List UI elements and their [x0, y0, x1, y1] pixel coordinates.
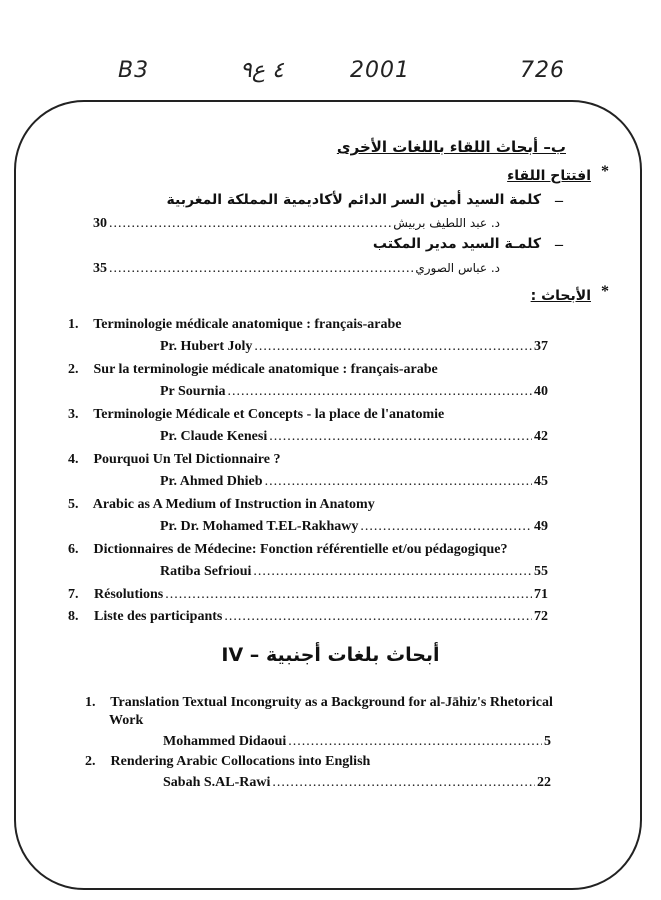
page-number: 71	[534, 587, 548, 602]
research-item-2-leader	[160, 384, 548, 400]
dot-leader	[224, 609, 532, 625]
page-number: 30	[93, 216, 107, 231]
author: د. عبد اللطيف بربيش	[393, 216, 500, 230]
dot-leader	[288, 734, 542, 750]
page-number: 37	[534, 339, 548, 354]
research-item-4-leader	[160, 474, 548, 490]
section-iv-item-2-title: 2. Rendering Arabic Collocations into English	[85, 754, 371, 769]
handwritten-year: 2001	[350, 58, 410, 83]
research-item-3-title: 3. Terminologie Médicale et Concepts - la place de l'anatomie	[68, 407, 445, 422]
research-item-6-title: 6. Dictionnaires de Médecine: Fonction référentielle et/ou pédagogique?	[68, 542, 508, 557]
author: Pr. Ahmed Dhieb	[160, 474, 263, 489]
dot-leader	[253, 564, 532, 580]
research-item-4-title: 4. Pourquoi Un Tel Dictionnaire ?	[68, 452, 281, 467]
author: Pr. Claude Kenesi	[160, 429, 268, 444]
research-item-5-title: 5. Arabic as A Medium of Instruction in Anatomy	[68, 497, 375, 512]
author: Ratiba Sefrioui	[160, 564, 252, 579]
section-iv-item-1-leader	[163, 734, 551, 750]
research-item-3-leader	[160, 429, 548, 445]
dash-bullet: –	[555, 192, 563, 209]
opening-item-1-title: كلمة السيد أمين السر الدائم لأكاديمية المملكة المغربية	[166, 192, 541, 208]
author: د. عباس الصوري	[415, 261, 500, 275]
research-item-6-leader	[160, 564, 548, 580]
research-item-2-title: 2. Sur la terminologie médicale anatomique : français-arabe	[68, 362, 438, 377]
page-number: 22	[537, 775, 551, 790]
handwritten-code-1: B3	[118, 58, 150, 83]
bullet-star: *	[601, 163, 609, 180]
author: Pr. Dr. Mohamed T.EL-Rakhawy	[160, 519, 359, 534]
opening-heading: افتتاح اللقاء	[507, 168, 591, 184]
opening-item-2-title: كلمـة السيد مدير المكتب	[372, 236, 541, 252]
section-iv-item-1-title-line2: Work	[109, 713, 144, 728]
page-number: 40	[534, 384, 548, 399]
section-iv-title: IV – أبحاث بلغات أجنبية	[221, 644, 440, 666]
dot-leader	[227, 384, 532, 400]
page-number: 49	[534, 519, 548, 534]
author: Pr Sournia	[160, 384, 226, 399]
research-item-1-leader	[160, 339, 548, 355]
research-heading: الأبحاث :	[530, 288, 591, 304]
bullet-star: *	[601, 283, 609, 300]
dot-leader	[109, 216, 391, 232]
dot-leader	[272, 775, 535, 791]
research-item-5-leader	[160, 519, 548, 535]
research-item-7: 7. Résolutions ..... 71	[68, 587, 548, 603]
page-number: 72	[534, 609, 548, 624]
author: Mohammed Didaoui	[163, 734, 287, 749]
page-number: 35	[93, 261, 107, 276]
author: Pr. Hubert Joly	[160, 339, 253, 354]
title: Liste des participants	[94, 609, 223, 624]
section-b-title: ب– أبحاث اللقاء باللغات الأخرى	[336, 138, 566, 156]
page-number: 5	[544, 734, 551, 749]
section-iv-item-2-leader	[163, 775, 551, 791]
dash-bullet: –	[555, 236, 563, 253]
research-item-1-title: 1. Terminologie médicale anatomique : français-arabe	[68, 317, 402, 332]
title: Résolutions	[94, 587, 164, 602]
dot-leader	[269, 429, 532, 445]
section-iv-item-1-title: 1. Translation Textual Incongruity as a Background for al-Jāhiz's Rhetorical	[85, 695, 553, 710]
dot-leader	[265, 474, 532, 490]
opening-item-1-leader	[93, 216, 500, 232]
research-item-8: 8. Liste des participants ..... 72	[68, 609, 548, 625]
dot-leader	[165, 587, 532, 603]
dot-leader	[360, 519, 532, 535]
handwritten-code-2: ۹٤ ع	[240, 58, 284, 83]
dot-leader	[254, 339, 532, 355]
page-number: 55	[534, 564, 548, 579]
page-number: 42	[534, 429, 548, 444]
section-iv-heading-wrap	[0, 644, 661, 666]
page-number: 45	[534, 474, 548, 489]
dot-leader	[109, 261, 413, 277]
opening-item-2-leader	[93, 261, 500, 277]
handwritten-ref: 726	[520, 58, 565, 83]
author: Sabah S.AL-Rawi	[163, 775, 271, 790]
